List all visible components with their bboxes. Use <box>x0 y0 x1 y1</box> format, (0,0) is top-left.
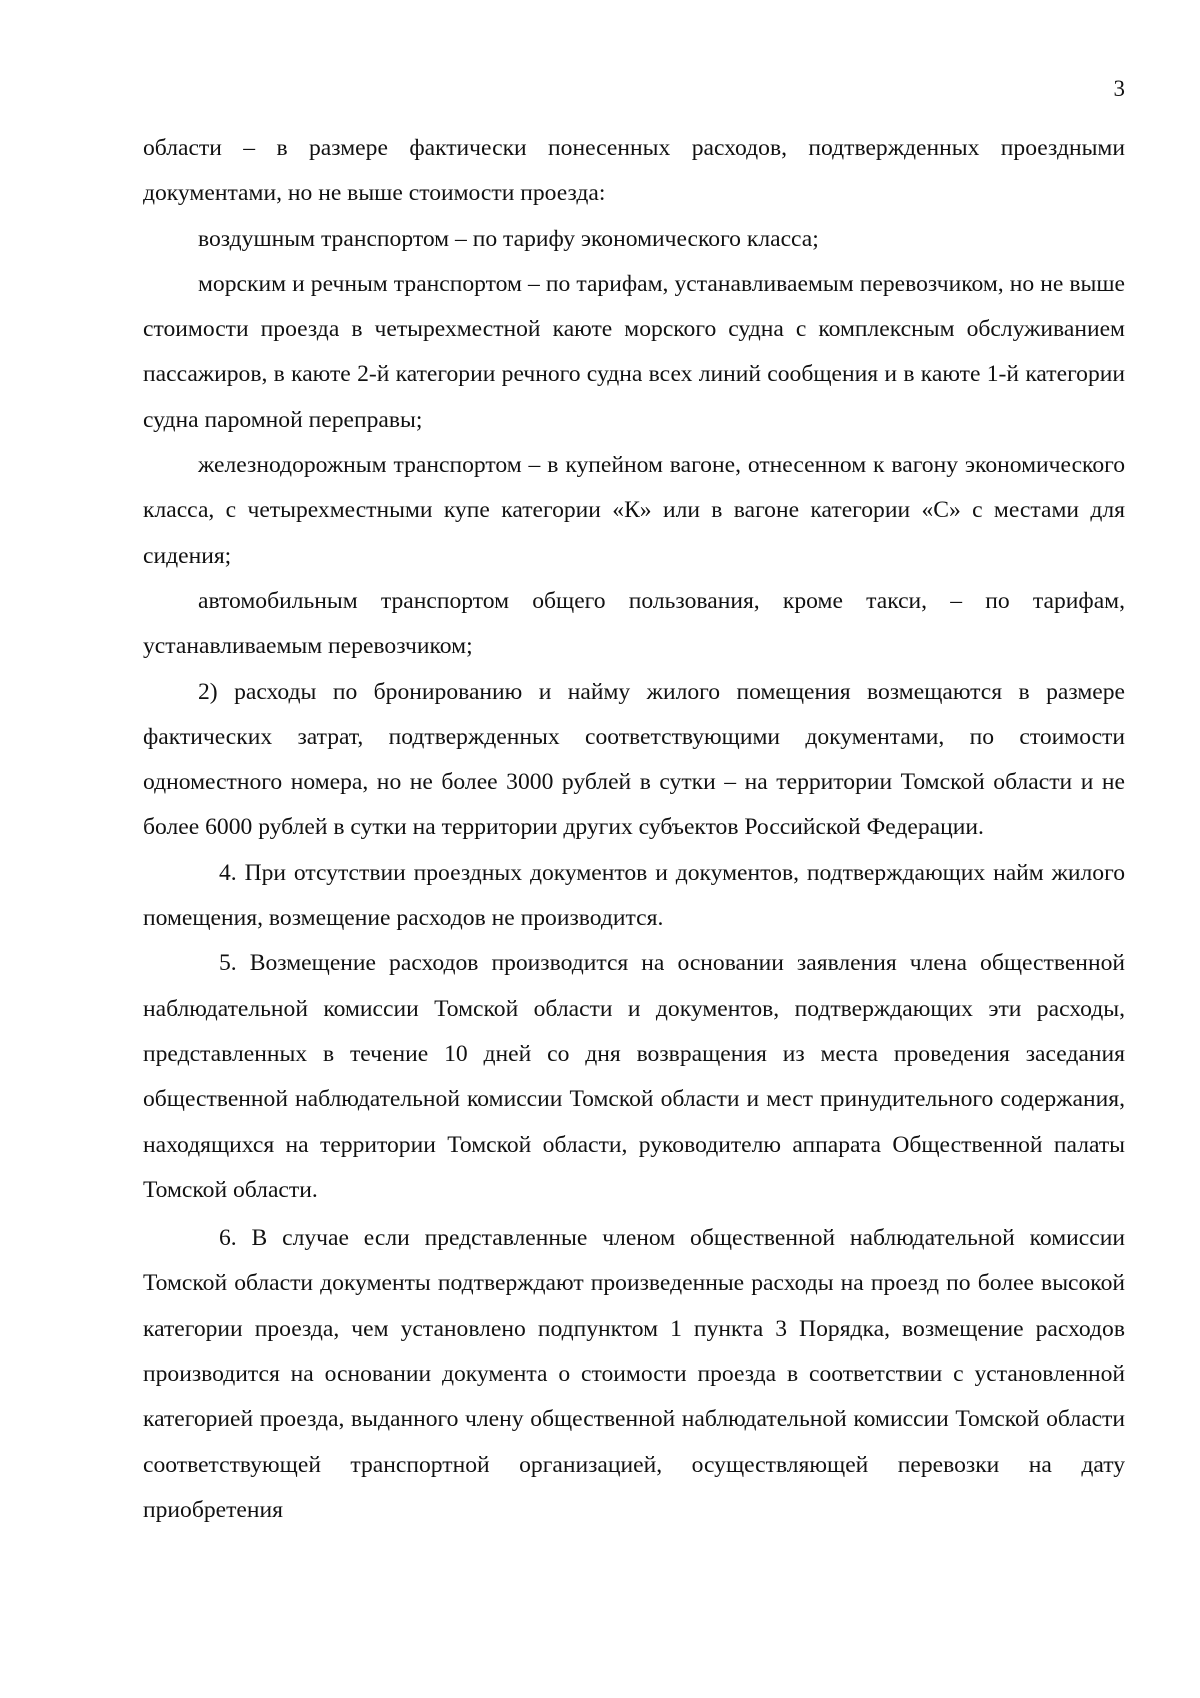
paragraph-item-5: 5. Возмещение расходов производится на основании заявления члена общественной наблюдательной комиссии Томской области и документов, подтверждающих эти расходы, представленных в течение 10 дней со дня возвращения из места проведения заседания общественной наблюдательной комиссии Томской области и мест принудительного содержания, находящихся на территории Томской области, руководителю аппарата Общественной палаты Томской области. <box>143 950 1125 1203</box>
page-number: 3 <box>1113 76 1125 101</box>
paragraph-accommodation-expenses: 2) расходы по бронированию и найму жилого помещения возмещаются в размере фактических затрат, подтвержденных соответствующими документами, по стоимости одноместного номера, но не более 3000 рублей в сутки – на территории Томской области и не более 6000 рублей в сутки на территории других субъектов Российской Федерации. <box>143 678 1125 841</box>
paragraph-sea-river-transport: морским и речным транспортом – по тарифам, устанавливаемым перевозчиком, но не выше стоимости проезда в четырехместной каюте морского судна с комплексным обслуживанием пассажиров, в каюте 2-й категории речного судна всех линий сообщения и в каюте 1-й категории судна паромной переправы; <box>143 270 1125 433</box>
paragraph-item-6: 6. В случае если представленные членом общественной наблюдательной комиссии Томской области документы подтверждают произведенные расходы на проезд по более высокой категории проезда, чем установлено подпунктом 1 пункта 3 Порядка, возмещение расходов производится на основании документа о стоимости проезда в соответствии с установленной категорией проезда, выданного члену общественной наблюдательной комиссии Томской области соответствующей транспортной организацией, осуществляющей перевозки на дату приобретения <box>143 1225 1125 1523</box>
paragraph-continuation: области – в размере фактически понесенных расходов, подтвержденных проездными документами, но не выше стоимости проезда: <box>143 135 1125 207</box>
paragraph-item-4: 4. При отсутствии проездных документов и документов, подтверждающих найм жилого помещения, возмещение расходов не производится. <box>143 859 1125 932</box>
paragraph-railway-transport: железнодорожным транспортом – в купейном вагоне, отнесенном к вагону экономического класса, с четырехместными купе категории «К» или в вагоне категории «С» с местами для сидения; <box>143 452 1125 569</box>
paragraph-road-transport: автомобильным транспортом общего пользования, кроме такси, – по тарифам, устанавливаемым перевозчиком; <box>143 587 1125 660</box>
paragraph-air-transport: воздушным транспортом – по тарифу экономического класса; <box>198 225 819 252</box>
document-body <box>143 126 1125 1533</box>
